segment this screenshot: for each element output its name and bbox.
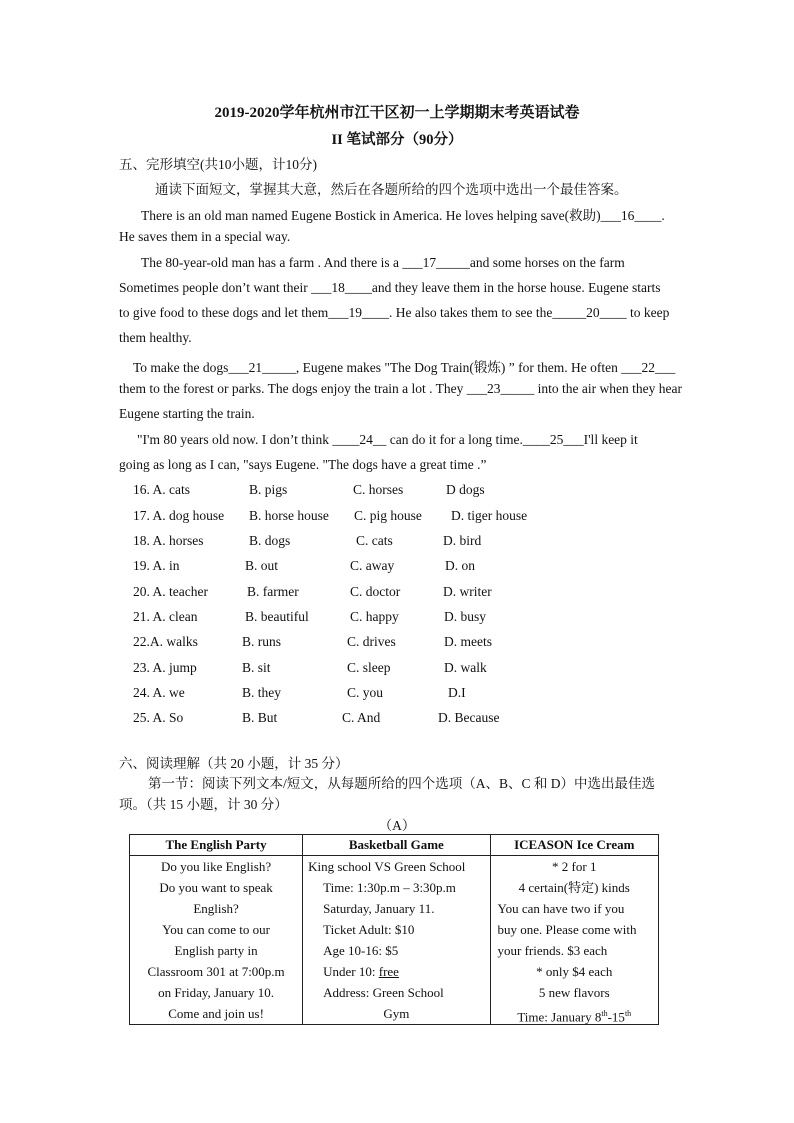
english-party-line: Do you want to speak — [159, 880, 273, 895]
option-18-a: 18. A. horses — [133, 533, 204, 548]
option-19-c: C. away — [350, 558, 395, 573]
cloze-line-7: To make the dogs___21_____, Eugene makes "The Dog Train(锻炼) ” for them. He often ___22___ — [133, 360, 676, 375]
ice-cream-line: 4 certain(特定) kinds — [518, 880, 630, 895]
option-20-b: B. farmer — [247, 584, 299, 599]
english-party-line: Classroom 301 at 7:00p.m — [147, 964, 285, 979]
option-23-c: C. sleep — [347, 660, 391, 675]
english-party-cell — [130, 856, 303, 1025]
exam-subtitle: II 笔试部分（90分） — [331, 132, 463, 148]
table-header-ice-cream: ICEASON Ice Cream — [490, 835, 658, 856]
cloze-line-11: going as long as I can, "says Eugene. "The dogs have a great time .” — [119, 457, 487, 472]
option-16-c: C. horses — [353, 482, 404, 497]
option-18-c: C. cats — [356, 533, 393, 548]
ice-cream-line: * 2 for 1 — [552, 859, 597, 874]
option-23-b: B. sit — [242, 660, 271, 675]
english-party-line: English? — [193, 901, 239, 916]
option-24-d: D.I — [448, 685, 466, 700]
option-16-d: D dogs — [446, 482, 485, 497]
option-23-a: 23. A. jump — [133, 660, 197, 675]
option-24-a: 24. A. we — [133, 685, 185, 700]
english-party-line: English party in — [174, 943, 258, 958]
option-21-c: C. happy — [350, 609, 399, 624]
ice-cream-time-text: Time: January 8 — [517, 1009, 602, 1025]
ice-cream-cell — [490, 856, 658, 1025]
basketball-line: Gym — [383, 1006, 410, 1021]
option-19-d: D. on — [445, 558, 475, 573]
ice-cream-time-mid: -15 — [607, 1009, 625, 1025]
ice-cream-line: your friends. $3 each — [497, 943, 608, 958]
ice-cream-line: buy one. Please come with — [497, 922, 637, 937]
table-header-english-party: The English Party — [130, 835, 303, 856]
option-20-d: D. writer — [443, 584, 492, 599]
ice-cream-line: You can have two if you — [497, 901, 625, 916]
basketball-line: King school VS Green School — [308, 859, 466, 874]
basketball-line: Saturday, January 11. — [323, 901, 435, 916]
english-party-line: Come and join us! — [168, 1006, 264, 1021]
cloze-line-6: them healthy. — [119, 330, 192, 345]
reading-heading: 六、阅读理解（共 20 小题，计 35 分） — [119, 756, 349, 771]
basketball-line: Time: 1:30p.m – 3:30p.m — [323, 880, 456, 895]
basketball-line-under10 — [303, 961, 489, 982]
table-header-basketball-game: Basketball Game — [303, 835, 490, 856]
cloze-line-3: The 80-year-old man has a farm . And there is a ___17_____and some horses on the farm — [141, 255, 625, 270]
english-party-line: Do you like English? — [160, 859, 272, 874]
english-party-line: You can come to our — [162, 922, 270, 937]
cloze-line-2: He saves them in a special way. — [119, 229, 291, 244]
option-25-d: D. Because — [438, 710, 500, 725]
option-25-b: B. But — [242, 710, 278, 725]
passage-table — [129, 834, 659, 1025]
basketball-line: Ticket Adult: $10 — [323, 922, 415, 937]
option-16-a: 16. A. cats — [133, 482, 190, 497]
option-17-d: D. tiger house — [451, 508, 528, 523]
option-20-c: C. doctor — [350, 584, 401, 599]
option-23-d: D. walk — [444, 660, 487, 675]
ice-cream-line: * only $4 each — [536, 964, 613, 979]
cloze-line-5: to give food to these dogs and let them___19____. He also takes them to see the_____20____ to keep — [119, 305, 670, 320]
option-21-d: D. busy — [444, 609, 487, 624]
cloze-heading: 五、完形填空(共10小题，计10分) — [119, 157, 317, 172]
ice-cream-time-sup1: th — [601, 1009, 608, 1018]
option-20-a: 20. A. teacher — [133, 584, 208, 599]
exam-title: 2019-2020学年杭州市江干区初一上学期期末考英语试卷 — [214, 105, 580, 121]
option-17-a: 17. A. dog house — [133, 508, 225, 523]
cloze-line-8: them to the forest or parks. The dogs enjoy the train a lot . They ___23_____ into the air when they hear — [119, 381, 682, 396]
basketball-game-cell — [303, 856, 490, 1025]
option-18-b: B. dogs — [249, 533, 291, 548]
option-24-b: B. they — [242, 685, 281, 700]
cloze-line-4: Sometimes people don’t want their ___18____and they leave them in the horse house. Eugene starts — [119, 280, 661, 295]
english-party-line: on Friday, January 10. — [158, 985, 274, 1000]
cloze-line-9: Eugene starting the train. — [119, 406, 255, 421]
reading-instruction-2: 项。（共 15 小题，计 30 分） — [119, 797, 288, 812]
under10-label: Under 10: — [323, 964, 376, 979]
option-16-b: B. pigs — [249, 482, 288, 497]
cloze-line-10: "I'm 80 years old now. I don’t think ____24__ can do it for a long time.____25___I'll keep it — [137, 432, 638, 447]
ice-cream-time-sup2: th — [624, 1009, 632, 1018]
basketball-line: Age 10-16: $5 — [323, 943, 399, 958]
option-21-b: B. beautiful — [245, 609, 309, 624]
cloze-instruction: 通读下面短文，掌握其大意，然后在各题所给的四个选项中选出一个最佳答案。 — [155, 182, 628, 197]
option-18-d: D. bird — [443, 533, 482, 548]
option-19-b: B. out — [245, 558, 279, 573]
option-22-b: B. runs — [242, 634, 282, 649]
cloze-line-1: There is an old man named Eugene Bostick in America. He loves helping save(救助)___16____. — [141, 208, 665, 223]
option-24-c: C. you — [347, 685, 384, 700]
option-17-c: C. pig house — [354, 508, 422, 523]
under10-price: free — [378, 964, 399, 979]
option-22-d: D. meets — [444, 634, 492, 649]
option-22-c: C. drives — [347, 634, 396, 649]
reading-instruction-1: 第一节：阅读下列文本/短文，从每题所给的四个选项（A、B、C 和 D）中选出最佳选 — [148, 776, 656, 791]
option-21-a: 21. A. clean — [133, 609, 198, 624]
option-25-c: C. And — [342, 710, 381, 725]
option-17-b: B. horse house — [249, 508, 329, 523]
basketball-line: Address: Green School — [323, 985, 444, 1000]
passage-label: （A） — [378, 818, 416, 833]
option-25-a: 25. A. So — [133, 710, 184, 725]
ice-cream-line: 5 new flavors — [538, 985, 610, 1000]
option-22-a: 22.A. walks — [133, 634, 198, 649]
option-19-a: 19. A. in — [133, 558, 180, 573]
ice-cream-time-line — [491, 1003, 658, 1024]
